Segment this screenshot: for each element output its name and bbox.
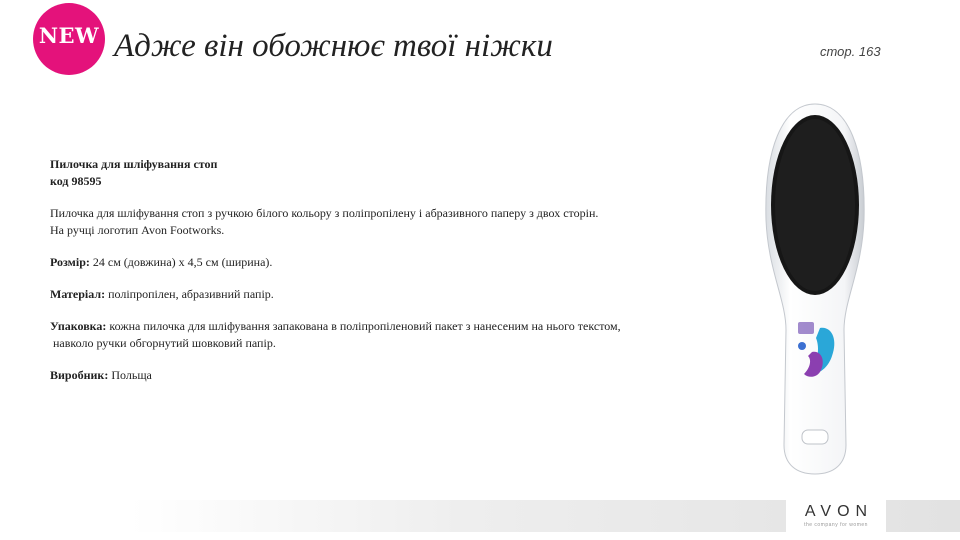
product-code: код 98595: [50, 174, 102, 188]
page-title: Адже він обожнює твої ніжки: [114, 28, 553, 64]
avon-logo: [786, 500, 886, 536]
description-line-1: Пилочка для шліфування стоп з ручкою білого кольору з поліпропілену і абразивного паперу з двох сторін.: [50, 206, 599, 220]
maker-value: Польща: [108, 368, 152, 382]
maker-row: [50, 367, 730, 384]
avon-logo-text: AVON: [804, 503, 874, 520]
new-badge: [33, 3, 105, 75]
material-value: поліпропілен, абразивний папір.: [105, 287, 274, 301]
product-name: Пилочка для шліфування стоп: [50, 157, 218, 171]
packaging-label: Упаковка:: [50, 319, 107, 333]
avon-tagline: the company for women: [804, 522, 868, 528]
maker-label: Виробник:: [50, 368, 109, 382]
size-row: [50, 254, 730, 271]
material-label: Матеріал:: [50, 287, 106, 301]
packaging-value: кожна пилочка для шліфування запакована в поліпропіленовий пакет з нанесеним на нього текстом,: [106, 319, 621, 333]
page-reference: стор. 163: [820, 44, 881, 59]
material-row: [50, 286, 730, 303]
description-line-2: На ручці логотип Avon Footworks.: [50, 223, 225, 237]
packaging-row: [50, 318, 730, 335]
new-badge-label: NEW: [38, 22, 100, 48]
product-description: [50, 156, 730, 384]
foot-file-image: [760, 100, 870, 480]
size-value: 24 см (довжина) х 4,5 см (ширина).: [89, 255, 273, 269]
size-label: Розмір:: [50, 255, 90, 269]
packaging-value-line-2: навколо ручки обгорнутий шовковий папір.: [53, 336, 276, 350]
